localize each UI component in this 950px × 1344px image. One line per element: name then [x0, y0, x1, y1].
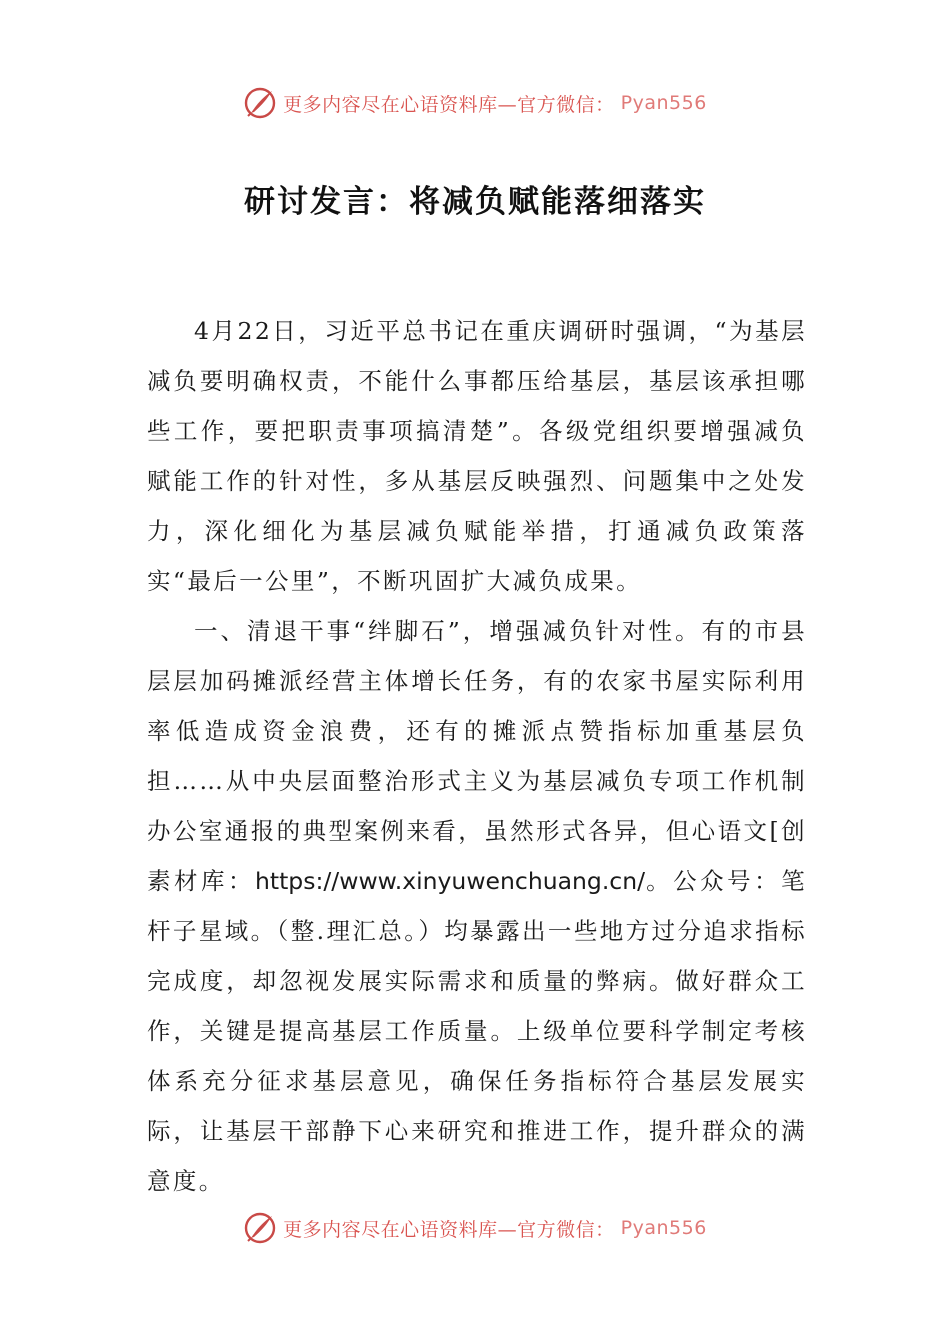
paragraph-section-one-text-b: 。公众号：笔杆子星域。（整.理汇总。）均暴露出一些地方过分追求指标完成度，却忽视发展实际需求和质量的弊病。做好群众工作，关键是提高基层工作质量。上级单位要科学制定考核体系充分征求基层意见，确保任务指标符合基层发展实际，让基层干部静下心来研究和推进工作，提升群众的满意度。: [147, 867, 807, 1195]
document-title: 研讨发言：将减负赋能落细落实: [244, 184, 706, 220]
paragraph-section-one: [147, 606, 807, 1206]
quill-pen-logo-icon: [243, 1211, 277, 1245]
document-body: [147, 306, 807, 1206]
header-watermark-banner: [0, 86, 950, 120]
header-banner-text: 更多内容尽在心语资料库—官方微信：: [283, 93, 615, 116]
footer-watermark-banner: [0, 1211, 950, 1245]
header-wechat-id: Pyan556: [620, 92, 707, 114]
paragraph-section-one-text-a: 一、清退干事“绊脚石”，增强减负针对性。有的市县层层加码摊派经营主体增长任务，有的农家书屋实际利用率低造成资金浪费，还有的摊派点赞指标加重基层负担……从中央层面整治形式主义为基层减负专项工作机制办公室通报的典型案例来看，虽然形式各异，但心语文[创素材库：: [147, 617, 807, 895]
paragraph-intro: 4月22日，习近平总书记在重庆调研时强调，“为基层减负要明确权责，不能什么事都压给基层，基层该承担哪些工作，要把职责事项搞清楚”。各级党组织要增强减负赋能工作的针对性，多从基层反映强烈、问题集中之处发力，深化细化为基层减负赋能举措，打通减负政策落实“最后一公里”，不断巩固扩大减负成果。: [147, 317, 807, 595]
footer-wechat-id: Pyan556: [620, 1217, 707, 1239]
footer-banner-text: 更多内容尽在心语资料库—官方微信：: [283, 1218, 615, 1241]
source-url-link: https://www.xinyuwenchuang.cn/: [254, 867, 646, 895]
quill-pen-logo-icon: [243, 86, 277, 120]
